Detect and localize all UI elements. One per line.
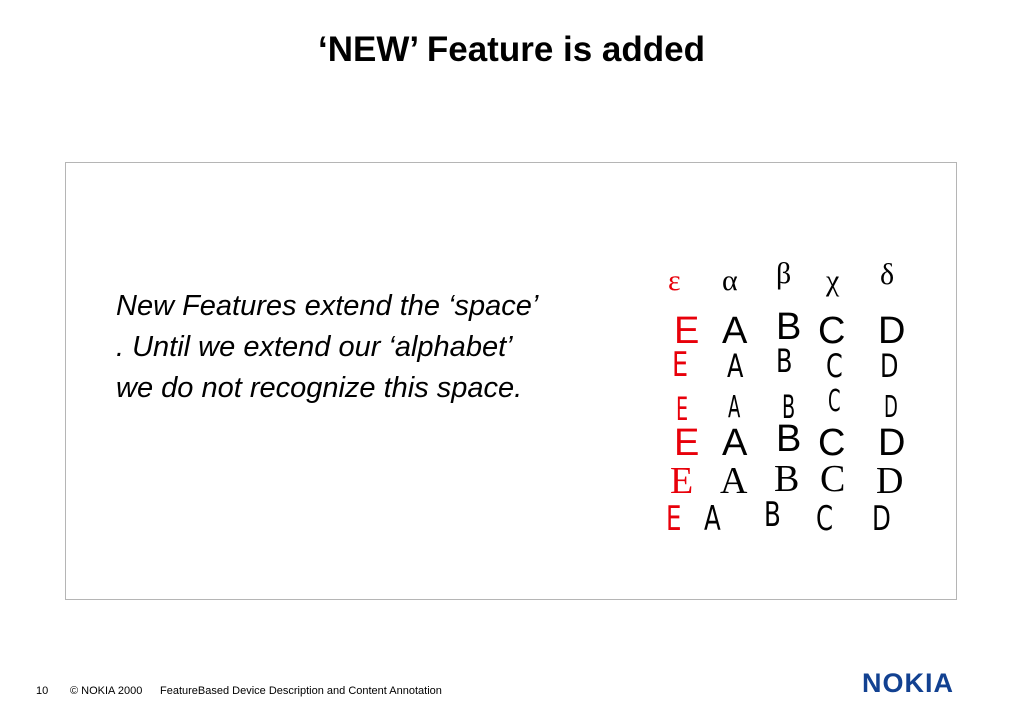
letter-b-row6: B: [764, 495, 781, 535]
letter-a-row6: A: [704, 499, 721, 539]
letter-c-row6: C: [816, 499, 834, 539]
letter-c-row4: C: [818, 422, 846, 464]
letter-b-row2: B: [776, 342, 793, 380]
letter-c-row1: C: [818, 310, 846, 352]
letter-d-row6: D: [872, 499, 891, 539]
page-number: 10: [36, 685, 49, 697]
letter-a-row3: A: [728, 390, 741, 425]
greek-letter-delta: δ: [880, 258, 895, 291]
letter-d-row4: D: [878, 422, 906, 464]
greek-letter-beta: β: [776, 257, 792, 290]
letter-e-row3: E: [676, 390, 689, 428]
greek-letter-epsilon: ε: [668, 264, 681, 297]
letter-a-row4: A: [722, 422, 748, 464]
letter-b-row4: B: [776, 418, 802, 460]
letter-b-row3: B: [782, 388, 796, 426]
greek-letter-chi: χ: [826, 264, 840, 297]
body-paragraph: New Features extend the ‘space’ . Until we extend our ‘alphabet’ we do not recognize this space.: [116, 290, 537, 404]
letter-e-row4: E: [674, 422, 700, 464]
letter-e-row6: E: [666, 499, 682, 539]
letter-c-row5: C: [820, 458, 846, 500]
letter-e-row1: E: [674, 310, 700, 352]
slide-title: ‘NEW’ Feature is added: [317, 30, 706, 69]
letter-c-row3: C: [828, 384, 841, 419]
greek-letter-alpha: α: [722, 264, 738, 297]
letter-d-row3: D: [884, 390, 898, 425]
letter-a-row5: A: [720, 460, 748, 502]
letter-a-row2: A: [727, 347, 744, 385]
letter-c-row2: C: [826, 347, 843, 385]
letter-b-row1: B: [776, 306, 802, 348]
nokia-logo: NOKIA: [862, 668, 954, 698]
letter-a-row1: A: [722, 310, 748, 352]
letter-d-row5: D: [876, 460, 904, 502]
letter-d-row2: D: [880, 347, 899, 385]
letter-d-row1: D: [878, 310, 906, 352]
letter-e-row5: E: [670, 460, 694, 502]
copyright-text: © NOKIA 2000: [70, 685, 143, 697]
document-title: FeatureBased Device Description and Content Annotation: [160, 685, 442, 697]
letter-b-row5: B: [774, 458, 800, 500]
letter-e-row2: E: [672, 345, 689, 385]
